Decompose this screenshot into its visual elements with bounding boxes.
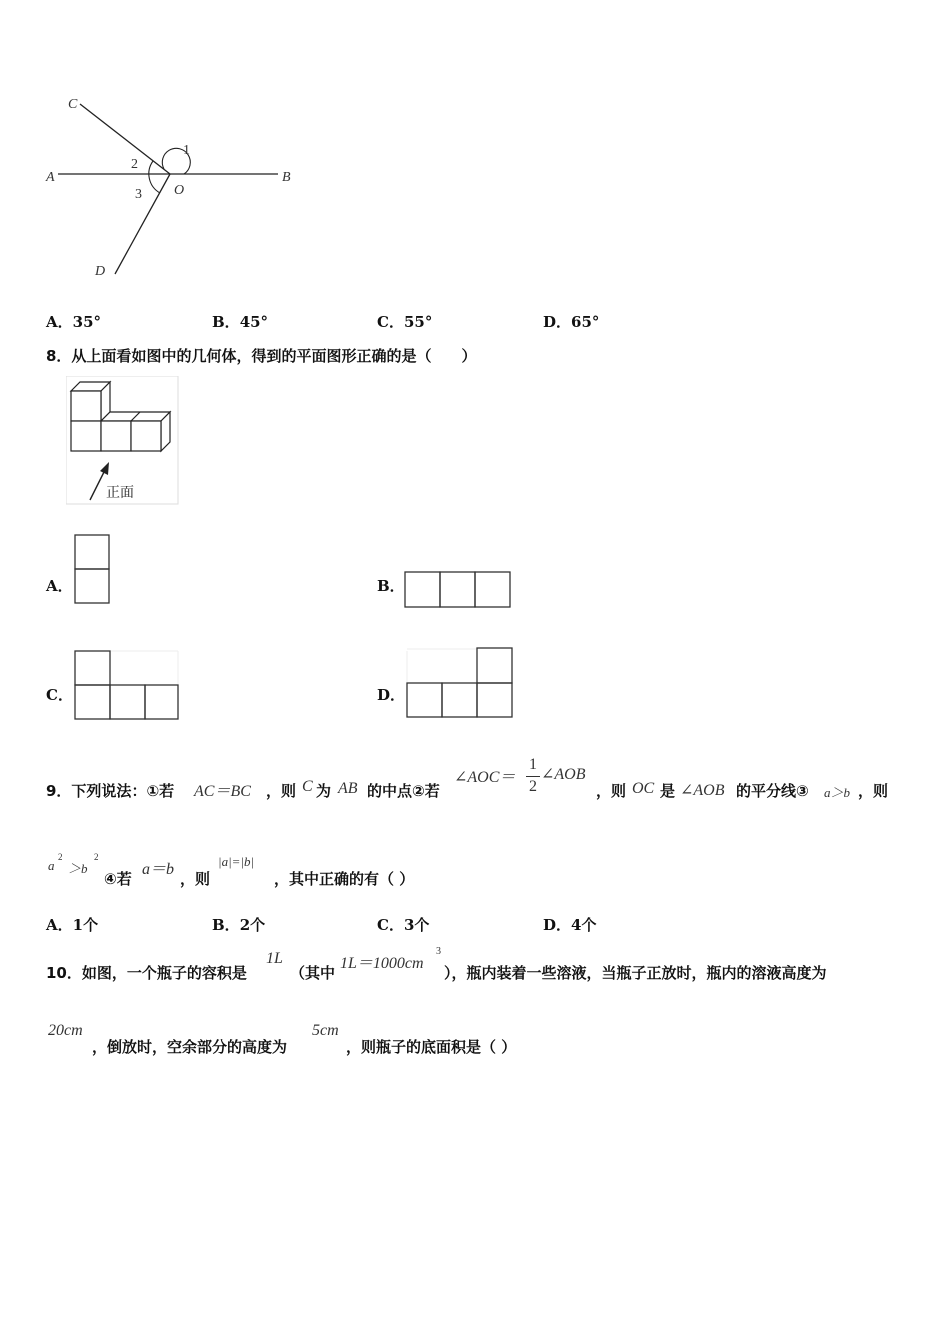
label-2: 2 (131, 157, 138, 172)
q9-option-c[interactable]: C．3个 (377, 916, 430, 934)
label-d: D (95, 264, 106, 279)
label-a: A (46, 170, 55, 185)
q10-stem-line2: 20cm ，倒放时，空余部分的高度为 5cm ，则瓶子的底面积是（ ） (48, 1022, 517, 1056)
q8-option-a[interactable]: A． (46, 577, 73, 595)
q8-stem: 8．从上面看如图中的几何体，得到的平面图形正确的是（ ） (46, 347, 477, 365)
q10-stem-line1: 10．如图，一个瓶子的容积是 1L （其中 1L＝1000cm 3 ），瓶内装着一些溶液，当瓶子正放时，瓶内的溶液高度为 (46, 946, 827, 982)
q7-option-d[interactable]: D．65° (543, 313, 600, 331)
label-3: 3 (135, 187, 142, 202)
label-o: O (174, 183, 185, 198)
front-view-label: 正面 (106, 485, 134, 501)
q8-option-a-figure (72, 533, 114, 607)
q8-option-d[interactable]: D． (377, 686, 406, 704)
q8-option-c[interactable]: C． (46, 686, 73, 704)
angle-figure (40, 90, 310, 285)
q9-option-b[interactable]: B．2个 (212, 916, 266, 934)
q9-option-a[interactable]: A．1个 (46, 916, 99, 934)
fraction-bar (526, 776, 540, 777)
label-c: C (68, 97, 78, 112)
label-b: B (282, 170, 291, 185)
q8-option-c-figure (72, 649, 182, 723)
q8-option-d-figure (404, 645, 516, 721)
arc-angle-2-3 (149, 161, 160, 193)
q7-option-a[interactable]: A．35° (46, 313, 102, 331)
q7-option-b[interactable]: B．45° (212, 313, 269, 331)
q7-option-c[interactable]: C．55° (377, 313, 433, 331)
q9-stem-line1: 9．下列说法：①若 AC＝BC ，则 C 为 AB 的中点②若 ∠AOC＝ 1 2 ∠AOB ，则 OC 是 ∠AOB 的平分线③ a＞b ，则 (46, 756, 889, 800)
q9-stem-line2: a 2 ＞b 2 ④若 a＝b ，则 |a|=|b| ，其中正确的有（ ） (48, 852, 415, 888)
q8-option-b-figure (403, 570, 515, 610)
ray-oc (80, 104, 170, 174)
q8-option-b[interactable]: B． (377, 577, 405, 595)
cube-solid-figure (66, 376, 181, 508)
q9-option-d[interactable]: D．4个 (543, 916, 597, 934)
ray-od (115, 174, 170, 274)
label-1: 1 (183, 143, 190, 158)
